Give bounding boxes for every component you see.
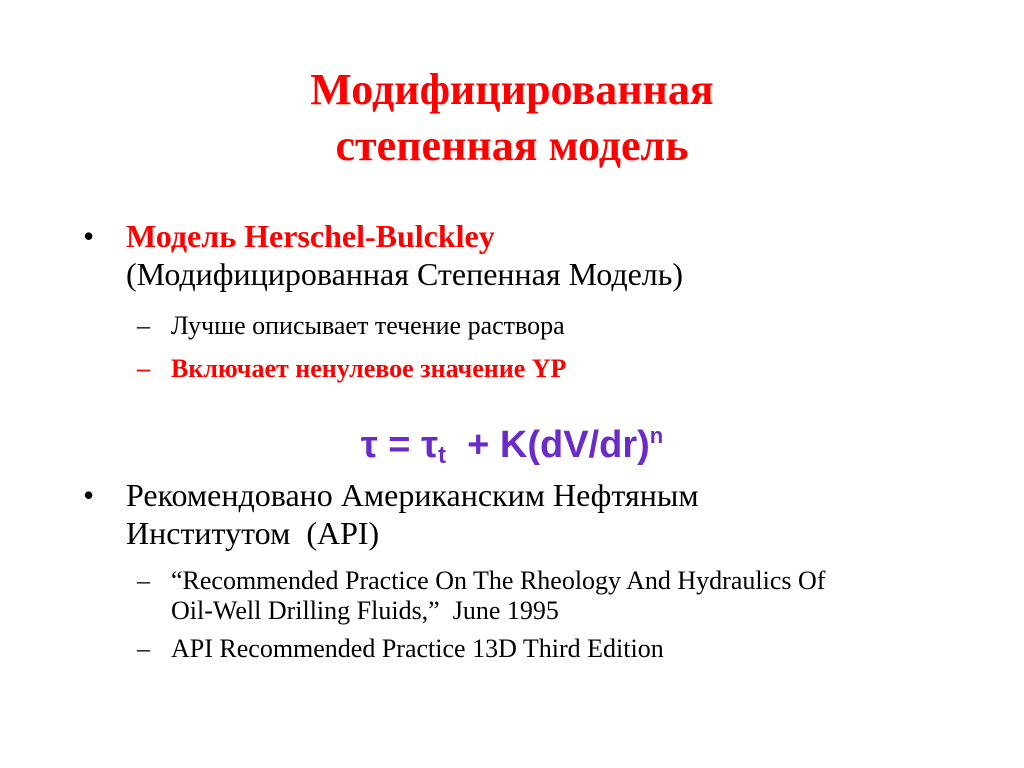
bullet-line-2: Институтом (API)	[126, 515, 380, 551]
dash-marker: –	[137, 634, 150, 663]
bullet-text	[126, 217, 926, 293]
slide-title-line-1: Модифицированная	[310, 65, 714, 114]
dash-marker: –	[137, 354, 150, 383]
subitem-text	[171, 566, 931, 626]
dash-marker: –	[137, 311, 150, 340]
subitem-line-1: “Recommended Practice On The Rheology And Hydraulics Of	[171, 566, 826, 595]
formula-equals: =	[377, 424, 422, 466]
bullet-subheading: (Модифицированная Степенная Модель)	[126, 256, 684, 292]
formula-rhs: + K(dV/dr)	[446, 424, 650, 466]
bullet-line-1: Рекомендовано Американским Нефтяным	[126, 477, 699, 513]
bullet-heading: Модель Herschel-Bulckley	[126, 218, 495, 254]
slide-title-line-2: степенная модель	[335, 121, 689, 170]
formula	[0, 412, 1024, 480]
subitem-line-2: Oil-Well Drilling Fluids,” June 1995	[171, 596, 559, 625]
subitem-text	[171, 354, 931, 384]
subitem-line: Лучше описывает течение раствора	[171, 311, 565, 340]
formula-exponent: n	[649, 423, 664, 448]
bullet-text	[126, 476, 926, 552]
subitem-text	[171, 634, 931, 664]
formula-lhs: τ	[360, 424, 378, 466]
subitem-line: Включает ненулевое значение YP	[171, 354, 567, 383]
dash-marker: –	[137, 566, 150, 595]
subitem-line: API Recommended Practice 13D Third Edition	[171, 634, 664, 663]
bullet-marker: •	[83, 218, 95, 254]
bullet-marker: •	[83, 477, 95, 513]
formula-tau-subscript: t	[438, 442, 447, 469]
subitem-text	[171, 311, 931, 341]
formula-tau: τ	[421, 424, 439, 466]
slide-title	[0, 62, 1024, 174]
